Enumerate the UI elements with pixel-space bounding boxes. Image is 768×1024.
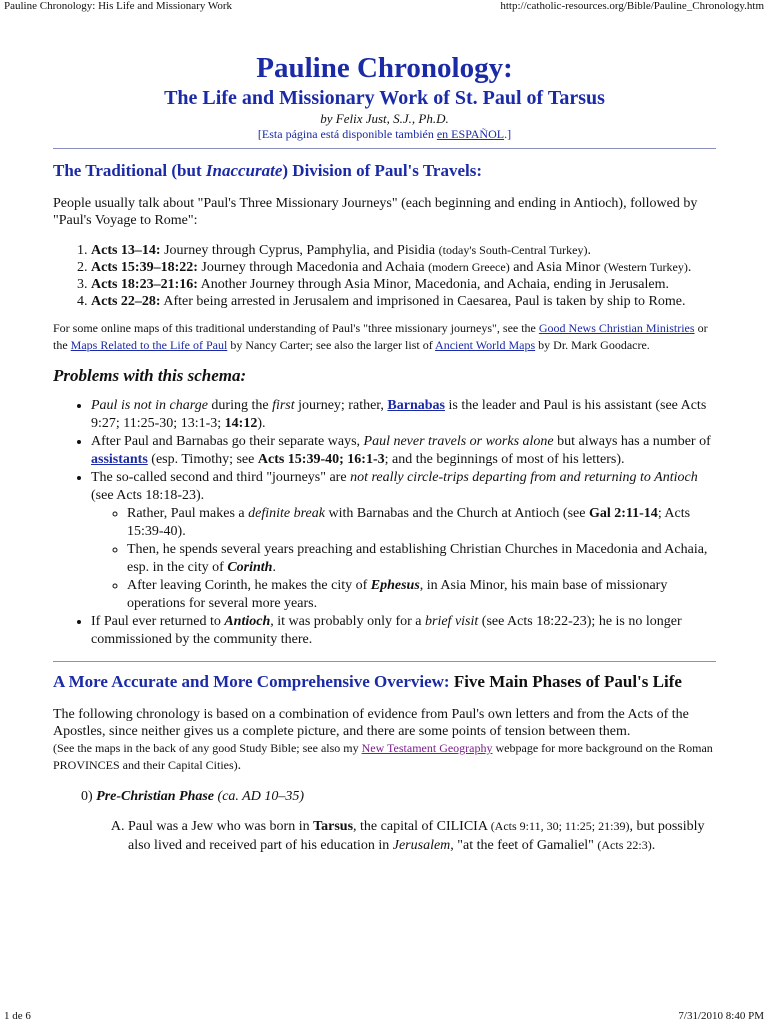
scripture-ref: (Acts 22:3) — [597, 838, 652, 852]
section-heading-traditional — [53, 161, 716, 181]
item-text: After leaving Corinth, he makes the city of — [127, 578, 371, 593]
item-text: . — [651, 838, 656, 853]
item-text: After being arrested in Jerusalem and imprisoned in Caesarea, Paul is taken by ship to Rome. — [160, 294, 686, 309]
scripture-ref: (Acts 9:11, 30; 11:25; 21:39) — [490, 819, 630, 833]
phase-number: 0) — [81, 789, 97, 804]
list-item — [91, 469, 716, 613]
barnabas-link[interactable]: Barnabas — [387, 398, 445, 413]
scripture-ref: Gal 2:11-14 — [588, 506, 658, 521]
maps-life-of-paul-link[interactable]: Maps Related to the Life of Paul — [70, 338, 228, 352]
page-title: Pauline Chronology: — [256, 52, 513, 84]
item-text: , but possibly also lived and received part of his education in — [128, 819, 705, 853]
phase-0-list — [53, 817, 716, 855]
item-text: . — [587, 243, 591, 258]
item-note: (today's South-Central Turkey) — [438, 243, 588, 257]
intro-paragraph: People usually talk about "Paul's Three Missionary Journeys" (each beginning and ending in Antioch), followed by "Paul's Voyage to Rome": — [53, 196, 698, 228]
list-item — [127, 577, 716, 613]
paragraph-note: (See the maps in the back of any good Study Bible; see also my — [53, 741, 362, 755]
item-text: Paul was a Jew who was born in — [128, 819, 314, 834]
nt-geography-link[interactable]: New Testament Geography — [361, 741, 493, 755]
item-text: , it was probably only for a — [270, 614, 425, 629]
list-item — [91, 433, 716, 469]
overview-paragraph — [53, 706, 716, 774]
journeys-list — [53, 242, 716, 310]
place-name: Antioch — [224, 614, 271, 629]
list-item — [91, 613, 716, 649]
item-text: and Asia Minor — [509, 260, 604, 275]
note-text: or the — [53, 321, 708, 352]
page-number: 1 de 6 — [4, 1010, 31, 1022]
item-note: (modern Greece) — [428, 260, 510, 274]
scripture-ref: Acts 22–28: — [91, 294, 161, 309]
item-text: If Paul ever returned to — [91, 614, 225, 629]
list-item — [91, 293, 716, 310]
item-text: Journey through Macedonia and Achaia — [197, 260, 429, 275]
emphasis: not really circle-trips departing from and returning to Antioch — [350, 470, 698, 485]
list-item — [91, 397, 716, 433]
emphasis: definite break — [248, 506, 325, 521]
print-header-title: Pauline Chronology: His Life and Missionary Work — [4, 0, 233, 12]
phase-date: (ca. AD 10–35) — [214, 789, 304, 804]
spanish-notice-text: [Esta página está disponible también — [257, 127, 437, 141]
item-text: during the — [207, 398, 273, 413]
print-header — [0, 0, 768, 14]
item-text: . — [272, 560, 276, 575]
item-text: but always has a number of — [553, 434, 711, 449]
print-timestamp: 7/31/2010 8:40 PM — [678, 1010, 764, 1022]
place-name: Jerusalem — [392, 838, 451, 853]
item-text: The so-called second and third "journeys" are — [91, 470, 351, 485]
spanish-notice-end: .] — [504, 127, 512, 141]
item-note: (Western Turkey) — [603, 260, 688, 274]
spanish-link[interactable]: en ESPAÑOL — [436, 127, 505, 141]
scripture-ref: Acts 15:39–18:22: — [91, 260, 198, 275]
heading-emphasis: Inaccurate — [205, 161, 283, 180]
heading-part: ) Division of Paul's Travels: — [282, 161, 482, 180]
paragraph-text: The following chronology is based on a combination of evidence from Paul's own letters and from the Acts of the Apostles, since neither gives us a complete picture, and there are some points of tension between them. — [53, 707, 689, 739]
print-header-url: http://catholic-resources.org/Bible/Pauline_Chronology.htm — [500, 0, 764, 12]
note-text: by Dr. Mark Goodacre. — [535, 338, 650, 352]
item-text: Another Journey through Asia Minor, Macedonia, and Achaia, ending in Jerusalem. — [197, 277, 669, 292]
item-text: (see Acts 18:18-23). — [91, 488, 205, 503]
problems-heading: Problems with this schema: — [53, 366, 247, 385]
place-name: Corinth — [227, 560, 273, 575]
item-text: ). — [257, 416, 266, 431]
heading-part: A More Accurate and More Comprehensive Overview: — [53, 672, 450, 691]
place-name: Tarsus — [313, 819, 354, 834]
paragraph-note: webpage for more background on the Roman PROVINCES and their Capital Cities) — [53, 741, 713, 772]
item-text: (see Acts 18:22-23); he is no longer commissioned by the community there. — [91, 614, 682, 647]
scripture-ref: 14:12 — [224, 416, 258, 431]
spanish-notice — [53, 127, 716, 142]
emphasis: Paul never travels or works alone — [363, 434, 554, 449]
item-text: is the leader and Paul is his assistant (see Acts 9:27; 11:25-30; 13:1-3; — [91, 398, 707, 431]
list-item — [127, 505, 716, 541]
item-text: journey; rather, — [294, 398, 388, 413]
list-item — [127, 541, 716, 577]
item-text: Journey through Cyprus, Pamphylia, and Pisidia — [160, 243, 439, 258]
emphasis: brief visit — [425, 614, 479, 629]
item-text: Then, he spends several years preaching and establishing Christian Churches in Macedonia and Achaia, esp. in the city of — [127, 542, 708, 575]
page-subtitle: The Life and Missionary Work of St. Paul of Tarsus — [164, 87, 605, 109]
phase-0-heading — [81, 788, 716, 805]
item-text: , in Asia Minor, his main base of missionary operations for several more years. — [127, 578, 668, 611]
divider — [53, 661, 716, 662]
list-item — [91, 242, 716, 259]
scripture-ref: Acts 13–14: — [91, 243, 161, 258]
sub-list — [91, 505, 716, 613]
item-text: Rather, Paul makes a — [127, 506, 249, 521]
item-text: ; Acts 15:39-40). — [127, 506, 691, 539]
byline: by Felix Just, S.J., Ph.D. — [320, 111, 449, 126]
list-item — [91, 276, 716, 293]
heading-part: The Traditional (but — [53, 161, 206, 180]
scripture-ref: Acts 18:23–21:16: — [91, 277, 198, 292]
paragraph-note: . — [237, 758, 242, 773]
item-text: (esp. Timothy; see — [147, 452, 258, 467]
item-text: . — [687, 260, 692, 275]
emphasis: Paul is not in charge — [91, 398, 208, 413]
item-text: , the capital of CILICIA — [353, 819, 491, 834]
list-item — [91, 259, 716, 276]
problems-list — [53, 397, 716, 649]
item-text: ; and the beginnings of most of his letters). — [384, 452, 625, 467]
list-item — [128, 817, 716, 855]
maps-note — [53, 320, 716, 354]
divider — [53, 148, 716, 149]
phase-name: Pre-Christian Phase — [96, 789, 215, 804]
item-text: with Barnabas and the Church at Antioch (see — [324, 506, 589, 521]
page-content — [53, 52, 716, 855]
emphasis: first — [272, 398, 295, 413]
scripture-ref: Acts 15:39-40; 16:1-3 — [257, 452, 385, 467]
item-text: , "at the feet of Gamaliel" — [450, 838, 598, 853]
ancient-world-maps-link[interactable]: Ancient World Maps — [435, 338, 536, 352]
section-heading-overview — [53, 672, 716, 692]
assistants-link[interactable]: assistants — [91, 452, 148, 467]
item-text: After Paul and Barnabas go their separate ways, — [91, 434, 364, 449]
place-name: Ephesus — [370, 578, 420, 593]
note-text: For some online maps of this traditional understanding of Paul's "three missionary journeys", see the — [53, 321, 539, 335]
print-footer — [0, 1008, 768, 1024]
good-news-link[interactable]: Good News Christian Ministries — [538, 321, 695, 335]
note-text: by Nancy Carter; see also the larger list of — [227, 338, 436, 352]
heading-part: Five Main Phases of Paul's Life — [449, 672, 682, 691]
